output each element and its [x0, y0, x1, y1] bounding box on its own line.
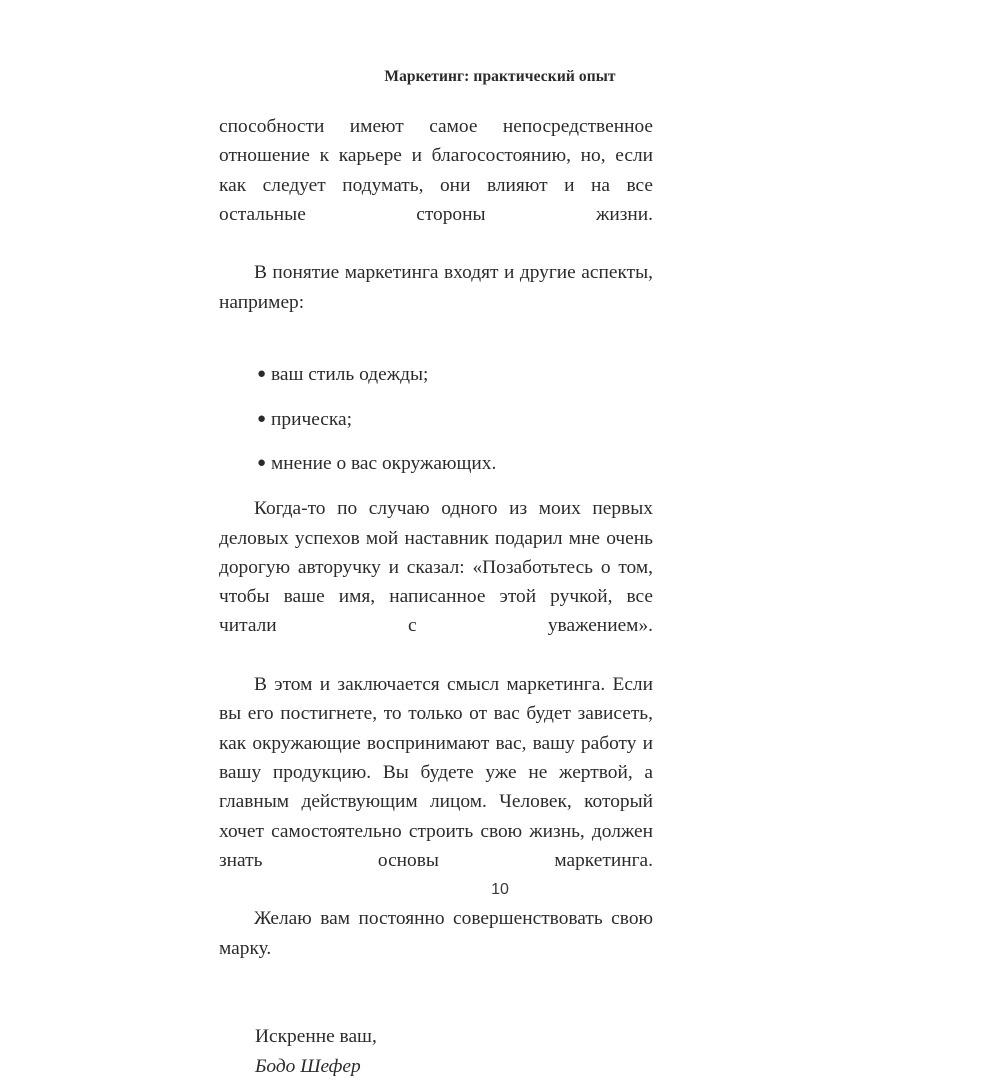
- paragraph-continued: способности имеют самое непосредственное отношение к карьере и благосостоянию, но, если как следует подумать, они влияют и на все остальные стороны жизни.: [219, 116, 653, 225]
- bullet-icon: ●: [257, 454, 267, 471]
- list-item: [219, 360, 653, 389]
- signature-author: Бодо Шефер: [255, 1055, 361, 1077]
- list-item-label: мнение о вас окружающих.: [271, 452, 497, 474]
- text-column: [219, 112, 653, 1081]
- paragraph-marketing-meaning: В этом и заключается смысл маркетинга. Если вы его постигнете, то только от вас будет зависеть, как окружающие воспринимают вас, вашу работу и вашу продукцию. Вы будете уже не жертвой, а главным действующим лицом. Человек, который хочет самостоятельно строить свою жизнь, должен знать основы маркетинга.: [219, 674, 653, 871]
- aspects-bullet-list: [219, 360, 653, 478]
- running-head: Маркетинг: практический опыт: [384, 68, 616, 85]
- list-item: [219, 405, 653, 434]
- bullet-icon: ●: [257, 410, 267, 427]
- paragraph-closing-wish: Желаю вам постоянно совершенствовать свою марку.: [219, 908, 653, 959]
- paragraph-intro-aspects: В понятие маркетинга входят и другие аспекты, например:: [219, 262, 653, 313]
- signature-closing: Искренне ваш,: [255, 1026, 377, 1048]
- list-item: [219, 449, 653, 478]
- signature-block: [219, 1022, 653, 1081]
- bullet-icon: ●: [257, 366, 267, 383]
- paragraph-pen-anecdote: Когда-то по случаю одного из моих первых деловых успехов мой наставник подарил мне очень дорогую авторучку и сказал: «Позаботьтесь о том, чтобы ваше имя, написанное этой ручкой, все читали с уважением».: [219, 498, 653, 637]
- list-item-label: прическа;: [271, 408, 353, 430]
- page-number: 10: [491, 881, 509, 898]
- list-item-label: ваш стиль одежды;: [271, 364, 429, 386]
